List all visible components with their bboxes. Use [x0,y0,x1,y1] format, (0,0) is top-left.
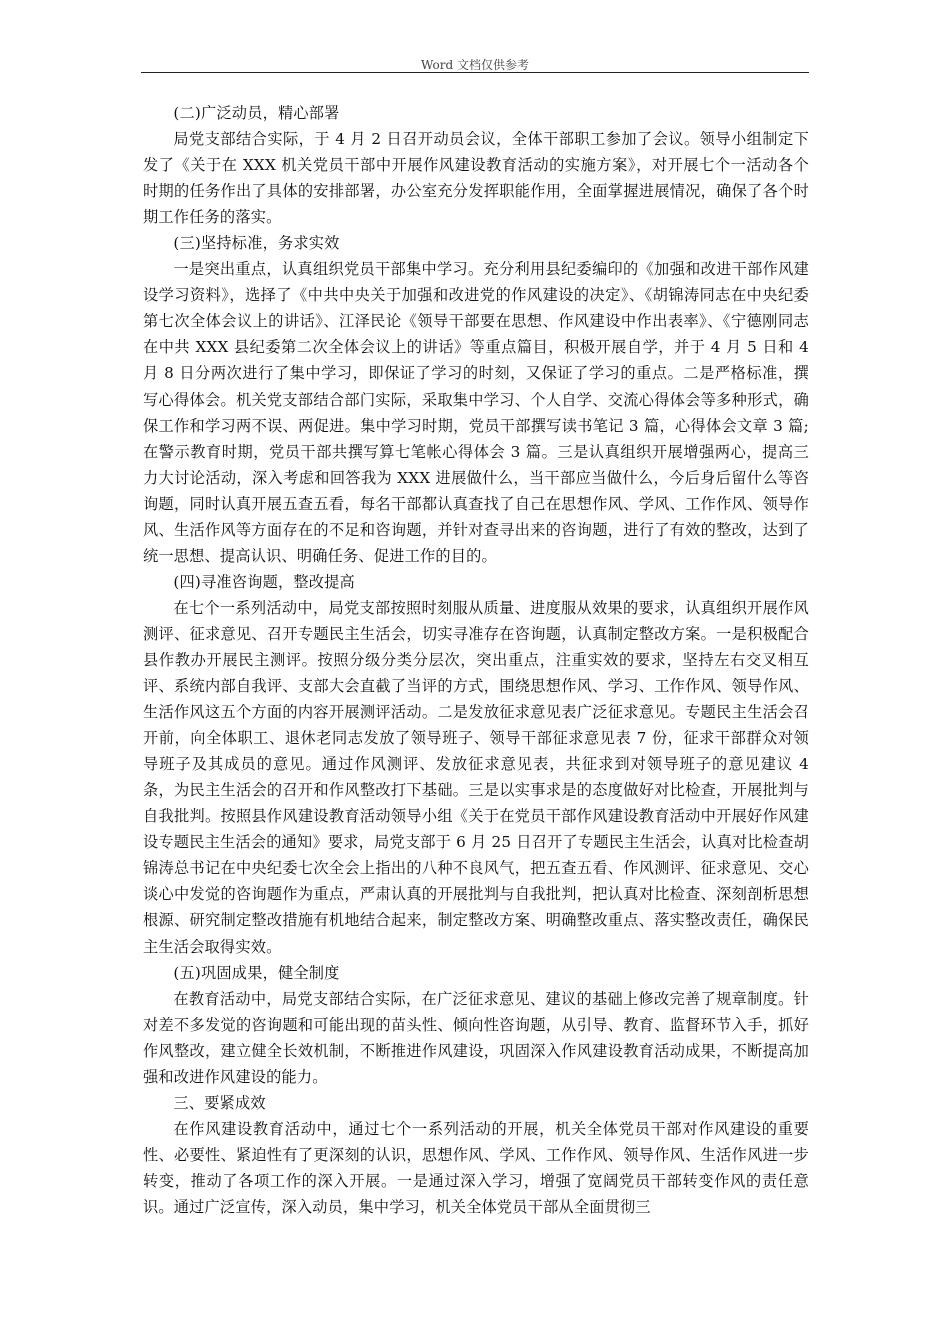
section-heading-2: (二)广泛动员，精心部署 [173,104,340,122]
paragraph-4: 在七个一系列活动中，局党支部按照时刻服从质量、进度服从效果的要求，认真组织开展作风测评、征求意见、召开专题民主生活会，切实寻准存在咨询题，认真制定整改方案。一是积极配合县作教办开展民主测评。按照分级分类分层次，突出重点，注重实效的要求，坚持左右交叉相互评、系统内部自我评、支部大会直截了当评的方式，围绕思想作风、学习、工作作风、领导作风、生活作风这五个方面的内容开展测评活动。二是发放征求意见表广泛征求意见。专题民主生活会召开前，向全体职工、退休老同志发放了领导班子、领导干部征求意见表 7 份，征求干部群众对领导班子及其成员的意见。通过作风测评、发放征求意见表，共征求到对领导班子的意见建议 4 条，为民主生活会的召开和作风整改打下基础。三是以实事求是的态度做好对比检查，开展批判与自我批判。按照县作风建设教育活动领导小组《关于在党员干部作风建设教育活动中开展好作风建设专题民主生活会的通知》要求，局党支部于 6 月 25 日召开了专题民主生活会，认真对比检查胡锦涛总书记在中央纪委七次全会上指出的八种不良风气，把五查五看、作风测评、征求意见、交心谈心中发觉的咨询题作为重点，严肃认真的开展批判与自我批判，把认真对比检查、深刻剖析思想根源、研究制定整改措施有机地结合起来，制定整改方案、明确整改重点、落实整改责任，确保民主生活会取得实效。 [143,598,809,956]
section-heading-4: (四)寻准咨询题，整改提高 [173,572,355,591]
paragraph-6: 在作风建设教育活动中，通过七个一系列活动的开展，机关全体党员干部对作风建设的重要性、必要性、紧迫性有了更深刻的认识，思想作风、学风、工作作风、领导作风、生活作风进一步转变，推动了各项工作的深入开展。一是通过深入学习，增强了宽阔党员干部转变作风的责任意识。通过广泛宣传，深入动员，集中学习，机关全体党员干部从全面贯彻三 [143,1119,809,1216]
section-heading-6: 三、要紧成效 [173,1093,266,1112]
paragraph-2: 局党支部结合实际，于 4 月 2 日召开动员会议，全体干部职工参加了会议。领导小组制定下发了《关于在 XXX 机关党员干部中开展作风建设教育活动的实施方案》，对开展七个一活动各个时期的任务作出了具体的安排部署，办公室充分发挥职能作用，全面掌握进展情况，确保了各个时期工作任务的落实。 [143,130,809,227]
section-heading-5: (五)巩固成果，健全制度 [173,963,340,982]
header-rule [141,72,809,73]
paragraph-5: 在教育活动中，局党支部结合实际，在广泛征求意见、建议的基础上修改完善了规章制度。针对差不多发觉的咨询题和可能出现的苗头性、倾向性咨询题，从引导、教育、监督环节入手，抓好作风整改，建立健全长效机制，不断推进作风建设，巩固深入作风建设教育活动成果，不断提高加强和改进作风建设的能力。 [143,989,809,1086]
paragraph-3: 一是突出重点，认真组织党员干部集中学习。充分利用县纪委编印的《加强和改进干部作风建设学习资料》，选择了《中共中央关于加强和改进党的作风建设的决定》、《胡锦涛同志在中央纪委第七次全体会议上的讲话》、江泽民论《领导干部要在思想、作风建设中作出表率》、《宁德刚同志在中共 XXX 县纪委第二次全体会议上的讲话》等重点篇目，积极开展自学，并于 4 月 5 日和 4 月 8 日分两次进行了集中学习，即保证了学习的时刻，又保证了学习的重点。二是严格标准，撰写心得体会。机关党支部结合部门实际，采取集中学习、个人自学、交流心得体会等多种形式，确保工作和学习两不误、两促进。集中学习时期，党员干部撰写读书笔记 3 篇，心得体会文章 3 篇;在警示教育时期，党员干部共撰写算七笔帐心得体会 3 篇。三是认真组织开展增强两心，提高三力大讨论活动，深入考虑和回答我为 XXX 进展做什么，当干部应当做什么，今后身后留什么等咨询题，同时认真开展五查五看，每名干部都认真查找了自己在思想作风、学风、工作作风、领导作风、生活作风等方面存在的不足和咨询题，并针对查寻出来的咨询题，进行了有效的整改，达到了统一思想、提高认识、明确任务、促进工作的目的。 [143,260,809,565]
page-header: Word 文档仅供参考 [421,58,529,72]
section-heading-3: (三)坚持标准，务求实效 [173,234,340,253]
document-body [143,100,809,1220]
